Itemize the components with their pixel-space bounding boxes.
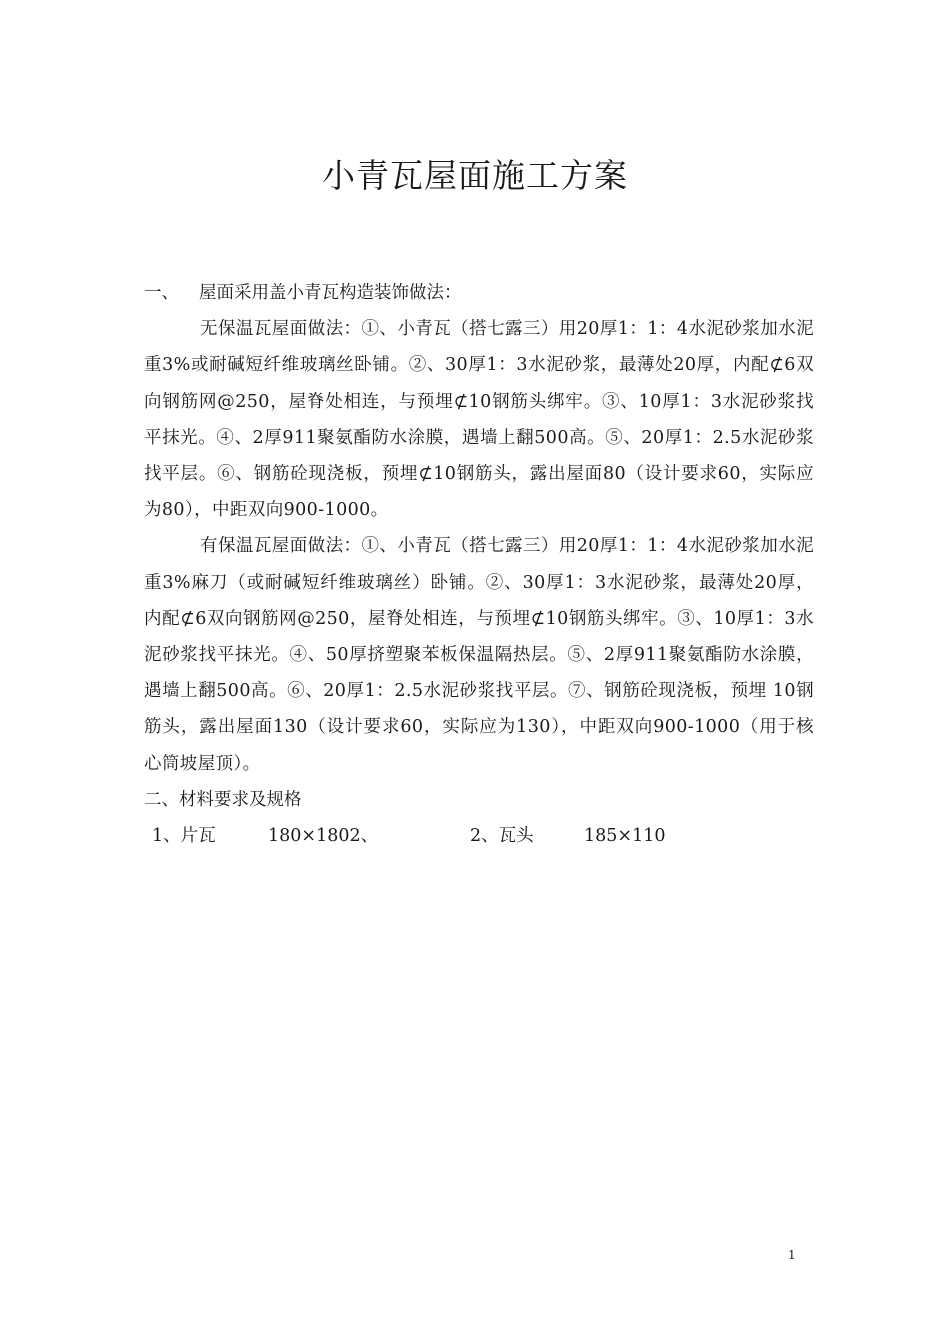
- no-insulation-roof-method: 无保温瓦屋面做法：①、小青瓦（搭七露三）用20厚1：1：4水泥砂浆加水泥重3%或耐碱短纤维玻璃丝卧铺。②、30厚1：3水泥砂浆，最薄处20厚，内配⊄6双向钢筋网@250，屋脊处相连，与预埋⊄10钢筋头绑牢。③、10厚1：3水泥砂浆找平抹光。④、2厚911聚氨酯防水涂膜，遇墙上翻500高。⑤、20厚1：2.5水泥砂浆找平层。⑥、钢筋砼现浇板，预埋⊄10钢筋头，露出屋面80（设计要求60，实际应为80），中距双向900-1000。: [144, 319, 814, 521]
- material-spec-row: [144, 818, 814, 854]
- section-1-title: 屋面采用盖小青瓦构造装饰做法：: [199, 283, 462, 303]
- section-1-heading: [144, 275, 814, 311]
- section-2-heading: 二、材料要求及规格: [144, 789, 302, 810]
- material-item-spec: 180×1802、: [268, 826, 379, 847]
- material-item-label: 2、瓦头: [470, 826, 534, 847]
- material-item-spec: 185×110: [584, 826, 666, 847]
- page-title: 小青瓦屋面施工方案: [322, 156, 628, 195]
- section-1-number: 一、: [144, 283, 179, 303]
- document-body: [144, 275, 814, 854]
- insulated-roof-method: 有保温瓦屋面做法：①、小青瓦（搭七露三）用20厚1：1：4水泥砂浆加水泥重3%麻刀（或耐碱短纤维玻璃丝）卧铺。②、30厚1：3水泥砂浆，最薄处20厚，内配⊄6双向钢筋网@250，屋脊处相连，与预埋⊄10钢筋头绑牢。③、10厚1：3水泥砂浆找平抹光。④、50厚挤塑聚苯板保温隔热层。⑤、2厚911聚氨酯防水涂膜，遇墙上翻500高。⑥、20厚1：2.5水泥砂浆找平层。⑦、钢筋砼现浇板，预埋 10钢筋头，露出屋面130（设计要求60，实际应为130），中距双向900-1000（用于核心筒坡屋顶）。: [144, 536, 814, 774]
- material-item-label: 1、片瓦: [152, 826, 216, 847]
- page-number: 1: [788, 1248, 796, 1262]
